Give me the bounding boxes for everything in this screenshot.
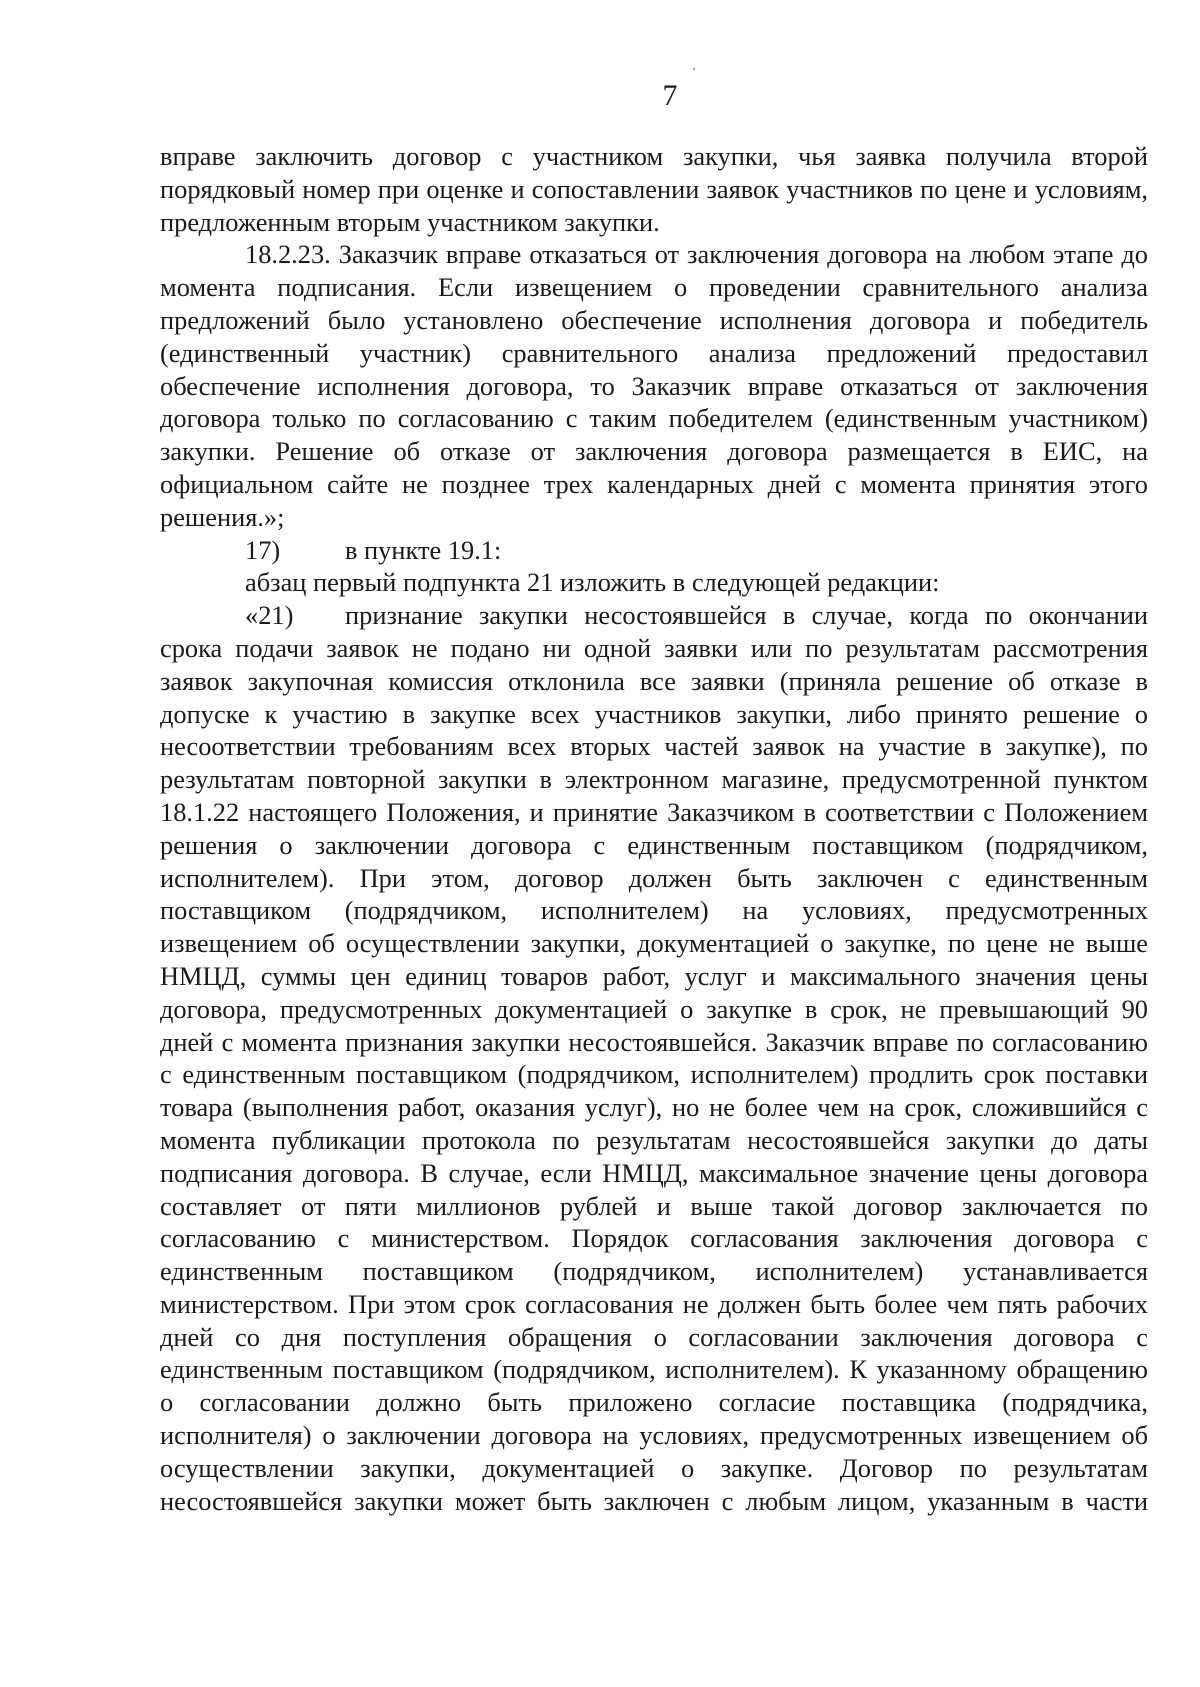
quoted-item-number: «21): [245, 600, 294, 631]
quoted-item-21-body: срока подачи заявок не подано ни одной заявки или по результатам рассмотрения заявок закупочная комиссия отклонила все заявки (приняла решение об отказе в допуске к участию в закупке всех участников закупки, либо принято решение о несоответствии требованиям всех вторых частей заявок на участие в закупке), по результатам повторной закупки в электронном магазине, предусмотренной пунктом 18.1.22 настоящего Положения, и принятие Заказчиком в соответствии с Положением решения о заключении договора с единственным поставщиком (подрядчиком, исполнителем). При этом, договор должен быть заключен с единственным поставщиком (подрядчиком, исполнителем) на условиях, предусмотренных извещением об осуществлении закупки, документацией о закупке, по цене не выше НМЦД, суммы цен единиц товаров работ, услуг и максимального значения цены договора, предусмотренных документацией о закупке в срок, не превышающий 90 дней с момента признания закупки несостоявшейся. Заказчик вправе по согласованию с единственным поставщиком (подрядчиком, исполнителем) продлить срок поставки товара (выполнения работ, оказания услуг), но не более чем на срок, сложившийся с момента публикации протокола по результатам несостоявшейся закупки до даты подписания договора. В случае, если НМЦД, максимальное значение цены договора составляет от пяти миллионов рублей и выше такой договор заключается по согласованию с министерством. Порядок согласования заключения договора с единственным поставщиком (подрядчиком, исполнителем) устанавливается министерством. При этом срок согласования не должен быть более чем пять рабочих дней со дня поступления обращения о согласовании заключения договора с единственным поставщиком (подрядчиком, исполнителем). К указанному обращению о согласовании должно быть приложено согласие поставщика (подрядчика, исполнителя) о заключении договора на условиях, предусмотренных извещением об осуществлении закупки, документацией о закупке. Договор по результатам несостоявшейся закупки может быть заключен с любым лицом, указанным в части: [160, 632, 1148, 1516]
paragraph-amendment-intro: абзац первый подпункта 21 изложить в следующей редакции:: [245, 567, 940, 598]
scan-speck: [693, 68, 695, 70]
quoted-item-21-first-line: [160, 599, 1148, 632]
list-item-number: 17): [245, 534, 281, 565]
paragraph-18-2-23: 18.2.23. Заказчик вправе отказаться от заключения договора на любом этапе до момента подписания. Если извещением о проведении сравнительного анализа предложений было установлено обеспечение исполнения договора и победитель (единственный участник) сравнительного анализа предложений предоставил обеспечение исполнения договора, то Заказчик вправе отказаться от заключения договора только по согласованию с таким победителем (единственным участником) закупки. Решение об отказе от заключения договора размещается в ЕИС, на официальном сайте не позднее трех календарных дней с момента принятия этого решения.»;: [160, 239, 1148, 532]
page-number: 7: [662, 79, 678, 112]
list-item-17: [160, 534, 1148, 567]
list-item-text: в пункте 19.1:: [345, 534, 502, 565]
quoted-item-lead-text: признание закупки несостоявшейся в случае, когда по окончании: [345, 600, 1148, 631]
paragraph-continuation: вправе заключить договор с участником закупки, чья заявка получила второй порядковый номер при оценке и сопоставлении заявок участников по цене и условиям, предложенным вторым участником закупки.: [160, 141, 1148, 237]
document-body: [160, 140, 1148, 1517]
